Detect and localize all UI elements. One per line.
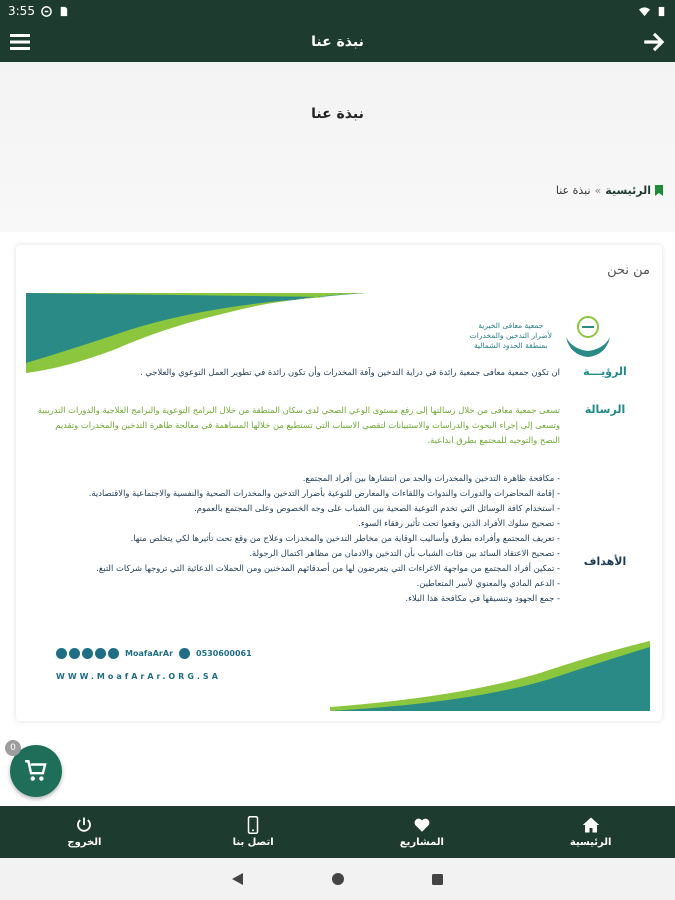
goals-label: الأهداف: [583, 555, 627, 568]
organization-logo-icon: [560, 307, 616, 361]
circle-home-icon: [331, 872, 345, 886]
mission-text: تسعى جمعية معافى من خلال رسالتها إلى رفع مستوى الوعي الصحي لدى سكان المنطقة من خلال البرامج التوعوية والبرامج العلاجية والدورات التدريبية وتسعى إلى إجراء البحوث والدراسات والاستبيانات لتقصي الاسباب التي تستطيع من خلالها المساهمة في معالجة ظاهرة التدخين والمخدرات وتقديم النصح والتوجيه للمجتمع بطرق ابداعية.: [37, 405, 560, 445]
section-title: من نحن: [607, 263, 650, 278]
nav-logout[interactable]: [24, 816, 144, 848]
goals-list: [30, 471, 560, 606]
system-recents-button[interactable]: [431, 873, 444, 886]
goal-item: - جمع الجهود وتنسيقها في مكافحة هذا البلاء.: [36, 591, 560, 606]
org-name-line-1: جمعية معافى الخيرية: [478, 321, 544, 330]
cart-icon: [23, 758, 49, 784]
facebook-icon: [56, 648, 67, 659]
nav-projects[interactable]: [362, 816, 482, 848]
breadcrumb-current: نبذة عنا: [555, 184, 591, 197]
mission-label: الرسالة: [584, 403, 626, 416]
nav-home[interactable]: [531, 816, 651, 848]
nav-contact-label: اتصل بنا: [232, 837, 274, 848]
status-left: [8, 4, 69, 18]
org-name-line-3: بمنطقة الحدود الشمالية: [473, 341, 548, 350]
youtube-icon: [108, 648, 119, 659]
mission-section: [30, 403, 650, 448]
arrow-right-icon[interactable]: [641, 29, 667, 55]
document-contact-line: [56, 648, 252, 659]
top-wave-decoration: [26, 293, 366, 373]
wifi-icon: [639, 6, 650, 17]
menu-icon[interactable]: [8, 30, 32, 54]
goal-item: - تمكين أفراد المجتمع من مواجهة الاغراءات التي يتعرضون لها من أصدقائهم المدخنين ومن الحملات الدعائية التي تروجها شركات التبغ.: [36, 561, 560, 576]
vision-text: ان تكون جمعية معافى جمعية رائدة في دراية التدخين وآفة المخدرات وأن تكون رائدة في تطوير العمل التوعوي والعلاجي .: [139, 367, 560, 377]
twitter-icon: [95, 648, 106, 659]
social-icons: [56, 648, 119, 659]
vision-section: [30, 365, 650, 380]
instagram-icon: [69, 648, 80, 659]
system-navigation-bar: [0, 858, 675, 900]
breadcrumb-home-link[interactable]: الرئيسية: [605, 184, 651, 197]
bookmark-icon: [655, 185, 663, 196]
nav-projects-label: المشاريع: [399, 837, 444, 848]
square-recents-icon: [431, 873, 444, 886]
goals-section: [30, 471, 650, 606]
goal-item: - تعريف المجتمع وأفراده بطرق وأساليب الوقاية من مخاطر التدخين والمخدرات وعلاج من وقع تحت تأثيرها لكي يتخلص منها.: [36, 531, 560, 546]
cart-count-badge: 0: [5, 740, 21, 756]
status-right: [639, 6, 667, 17]
sync-icon: [41, 6, 52, 17]
goal-item: - تصحيح الاعتقاد السائد بين فئات الشباب بأن التدخين والادمان من مظاهر اكتمال الرجولة.: [36, 546, 560, 561]
goal-item: - مكافحة ظاهرة التدخين والمخدرات والحد من انتشارها بين أفراد المجتمع.: [36, 471, 560, 486]
goal-item: - استخدام كافة الوسائل التي تخدم التوعية الصحية بين الشباب على وجه الخصوص وعلى المجتمع بالعموم.: [36, 501, 560, 516]
social-handle: MoafaArAr: [125, 649, 174, 658]
app-bar-title: نبذة عنا: [311, 34, 364, 50]
whatsapp-icon: [179, 648, 190, 659]
breadcrumb: [556, 184, 663, 197]
app-bar: [0, 22, 675, 62]
status-bar: [0, 0, 675, 22]
nav-home-label: الرئيسية: [569, 837, 612, 848]
goal-item: - إقامة المحاضرات والدورات والندوات واللقاءات والمعارض للتوعية بأضرار التدخين والمخدرات الصحية والنفسية والاجتماعية والاقتصادية.: [36, 486, 560, 501]
goal-item: - تصحيح سلوك الأفراد الذين وقعوا تحت تأثير رفقاء السوء.: [36, 516, 560, 531]
power-icon: [75, 816, 93, 834]
system-back-button[interactable]: [231, 872, 245, 886]
organization-name: [470, 321, 552, 351]
org-name-line-2: لأضرار التدخين والمخدرات: [469, 331, 552, 340]
page-title: نبذة عنا: [311, 106, 364, 122]
about-document-image: [26, 293, 650, 711]
breadcrumb-separator: »: [594, 184, 602, 197]
nav-logout-label: الخروج: [67, 837, 102, 848]
about-card: [16, 245, 662, 721]
phone-icon: [244, 816, 262, 834]
triangle-back-icon: [231, 872, 245, 886]
battery-icon: [656, 6, 667, 17]
nav-contact[interactable]: [193, 816, 313, 848]
heart-icon: [413, 816, 431, 834]
home-icon: [582, 816, 600, 834]
document-phone: 0530600061: [196, 649, 252, 658]
snapchat-icon: [82, 648, 93, 659]
status-time: 3:55: [8, 4, 35, 18]
bottom-wave-decoration: [330, 641, 650, 711]
vision-label: الرؤيـــة: [583, 365, 627, 378]
goal-item: - الدعم المادي والمعنوي لأسر المتعاطين.: [36, 576, 560, 591]
document-website: WWW.MoafArAr.ORG.SA: [56, 672, 221, 681]
page-hero: [0, 62, 675, 232]
system-home-button[interactable]: [331, 872, 345, 886]
sd-card-icon: [58, 6, 69, 17]
bottom-navigation: [0, 806, 675, 858]
